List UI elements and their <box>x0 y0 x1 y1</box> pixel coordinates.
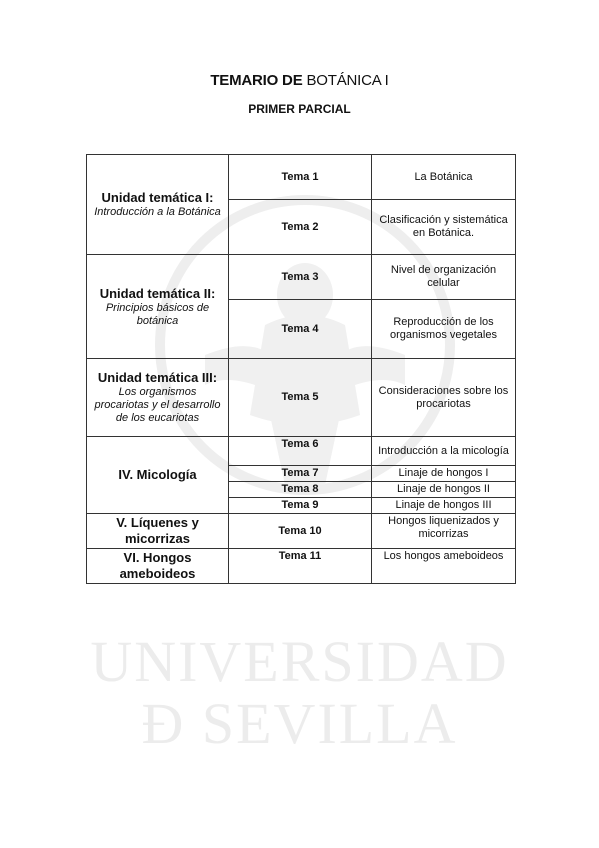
topic-description: Introducción a la micología <box>372 437 516 466</box>
table-row <box>87 514 516 549</box>
topic-description: Clasificación y sistemática en Botánica. <box>372 200 516 255</box>
table-row <box>87 437 516 466</box>
syllabus-table <box>86 154 516 584</box>
topic-number: Tema 1 <box>229 155 372 200</box>
unit-cell <box>87 549 229 584</box>
topic-description: Linaje de hongos II <box>372 482 516 498</box>
topic-number: Tema 5 <box>229 359 372 437</box>
topic-number: Tema 4 <box>229 300 372 359</box>
watermark-university: UNIVERSIDAD <box>90 629 509 694</box>
unit-cell <box>87 255 229 359</box>
unit-subtitle: Principios básicos de botánica <box>105 301 210 327</box>
topic-number: Tema 3 <box>229 255 372 300</box>
unit-cell <box>87 359 229 437</box>
topic-number: Tema 9 <box>229 498 372 514</box>
watermark-sevilla: Ɖ SEVILLA <box>141 691 458 756</box>
unit-title: Unidad temática II: <box>99 285 216 301</box>
topic-number: Tema 6 <box>229 437 372 466</box>
topic-description: Reproducción de los organismos vegetales <box>372 300 516 359</box>
unit-title: VI. Hongos ameboideos <box>119 550 196 581</box>
topic-number: Tema 8 <box>229 482 372 498</box>
topic-description: La Botánica <box>372 155 516 200</box>
unit-title: Unidad temática III: <box>97 370 218 385</box>
topic-number: Tema 11 <box>229 549 372 584</box>
unit-cell <box>87 155 229 255</box>
topic-description: Los hongos ameboideos <box>372 549 516 584</box>
topic-number: Tema 2 <box>229 200 372 255</box>
table-row <box>87 155 516 200</box>
title-light-part: BOTÁNICA I <box>306 72 389 89</box>
topic-number: Tema 7 <box>229 466 372 482</box>
unit-title: IV. Micología <box>118 467 197 482</box>
topic-description: Consideraciones sobre los procariotas <box>372 359 516 437</box>
topic-description: Linaje de hongos I <box>372 466 516 482</box>
document-title <box>0 72 599 89</box>
unit-title: V. Líquenes y micorrizas <box>116 515 199 546</box>
title-bold-part: TEMARIO DE <box>210 72 303 89</box>
unit-subtitle: Los organismos procariotas y el desarrollo de los eucariotas <box>94 386 221 424</box>
unit-subtitle: Introducción a la Botánica <box>94 206 221 218</box>
topic-description: Nivel de organización celular <box>372 255 516 300</box>
topic-number: Tema 10 <box>229 514 372 549</box>
unit-cell <box>87 437 229 514</box>
table-row <box>87 549 516 584</box>
topic-description: Hongos liquenizados y micorrizas <box>372 514 516 549</box>
table-row <box>87 255 516 300</box>
table-row <box>87 359 516 437</box>
topic-description: Linaje de hongos III <box>372 498 516 514</box>
unit-cell <box>87 514 229 549</box>
unit-title: Unidad temática I: <box>101 190 214 205</box>
document-subtitle: PRIMER PARCIAL <box>248 102 351 116</box>
